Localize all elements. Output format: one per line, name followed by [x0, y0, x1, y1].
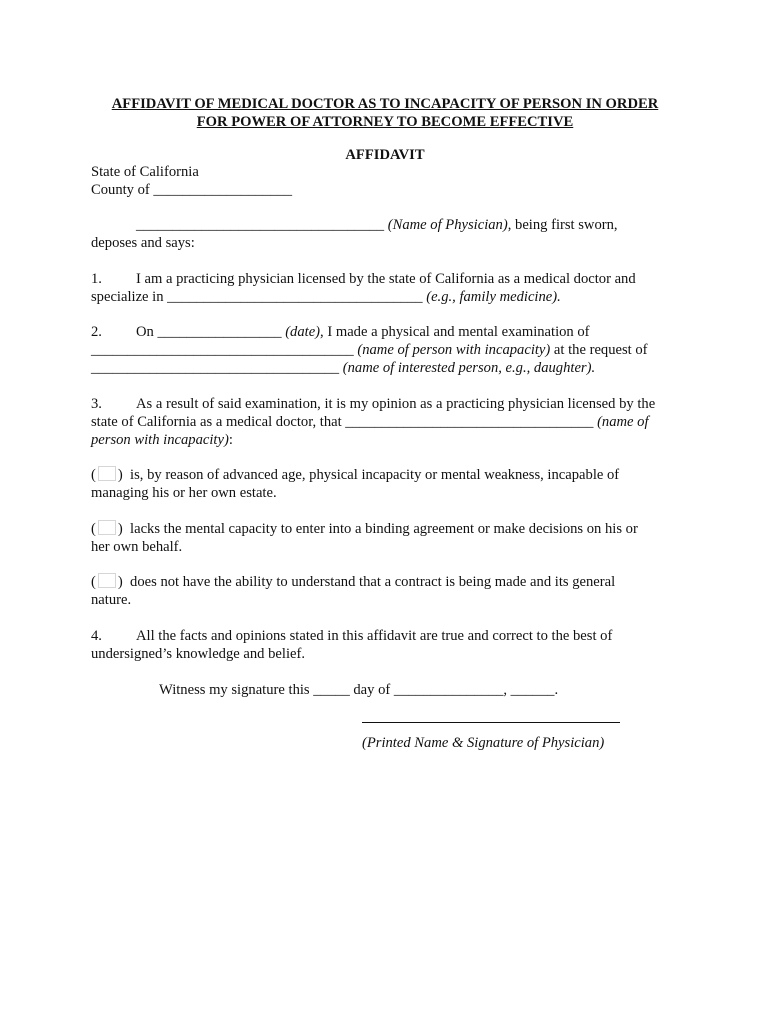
date-blank[interactable]: On _________________ — [136, 324, 286, 340]
option-3-line-1: ( ) does not have the ability to understand that a contract is being made and its general — [91, 574, 616, 590]
venue-state: State of California — [91, 164, 199, 180]
paragraph-2-line-1: 2. On _________________ (date), I made a physical and mental examination of — [91, 324, 590, 340]
paragraph-2-line-2: ____________________________________ (name of person with incapacity) at the request of — [91, 342, 648, 358]
physician-name-hint: (Name of Physician) — [387, 217, 508, 233]
specialty-blank[interactable]: specialize in ___________________________________ — [91, 289, 427, 305]
person-name-blank[interactable]: state of California as a medical doctor, that __________________________________ — [91, 414, 598, 430]
option-2-line-1: ( ) lacks the mental capacity to enter into a binding agreement or make decisions on his or — [91, 521, 638, 537]
title-line-2: FOR POWER OF ATTORNEY TO BECOME EFFECTIVE — [196, 114, 574, 130]
option-1-checkbox[interactable] — [98, 466, 116, 481]
document-title — [80, 95, 690, 131]
venue-county: County of ___________________ — [91, 182, 293, 198]
title-line-1: AFFIDAVIT OF MEDICAL DOCTOR AS TO INCAPACITY OF PERSON IN ORDER — [111, 96, 659, 112]
physician-name-blank[interactable]: __________________________________ — [136, 217, 385, 233]
paragraph-4-line-1: 4. All the facts and opinions stated in this affidavit are true and correct to the best of — [91, 628, 613, 644]
person-name-hint: (name of — [597, 414, 649, 430]
option-3-line-2: nature. — [91, 592, 132, 608]
option-2-line-2: her own behalf. — [91, 539, 183, 555]
witness-line[interactable]: Witness my signature this _____ day of _______________, ______. — [159, 682, 559, 698]
interested-person-blank[interactable]: __________________________________ — [91, 360, 343, 376]
incapacitated-person-blank[interactable]: ____________________________________ — [91, 342, 358, 358]
paragraph-1-line-2 — [91, 288, 561, 306]
paragraph-2-line-3 — [91, 359, 595, 377]
signature-caption: (Printed Name & Signature of Physician) — [362, 735, 605, 751]
affidavit-heading: AFFIDAVIT — [345, 147, 425, 163]
paragraph-3-line-3: person with incapacity): — [91, 432, 233, 448]
paragraph-3-line-1: 3. As a result of said examination, it is my opinion as a practicing physician licensed by the — [91, 396, 656, 412]
option-3-checkbox[interactable] — [98, 573, 116, 588]
specialty-hint: (e.g., family medicine). — [426, 289, 561, 305]
intro-line-2: deposes and says: — [91, 235, 195, 251]
paragraph-1-line-1: 1. I am a practicing physician licensed by the state of California as a medical doctor and — [91, 271, 636, 287]
option-1-line-2: managing his or her own estate. — [91, 485, 277, 501]
intro-line-1: __________________________________ (Name of Physician), being first sworn, — [136, 217, 618, 233]
option-1-line-1: ( ) is, by reason of advanced age, physical incapacity or mental weakness, incapable of — [91, 467, 620, 483]
date-hint: (date) — [285, 324, 321, 340]
paragraph-3-line-2 — [91, 413, 649, 431]
signature-line[interactable] — [362, 722, 620, 723]
option-2-checkbox[interactable] — [98, 520, 116, 535]
incapacitated-person-hint: (name of person with incapacity) — [357, 342, 551, 358]
interested-person-hint: (name of interested person, e.g., daughter). — [342, 360, 596, 376]
paragraph-4-line-2: undersigned’s knowledge and belief. — [91, 646, 305, 662]
